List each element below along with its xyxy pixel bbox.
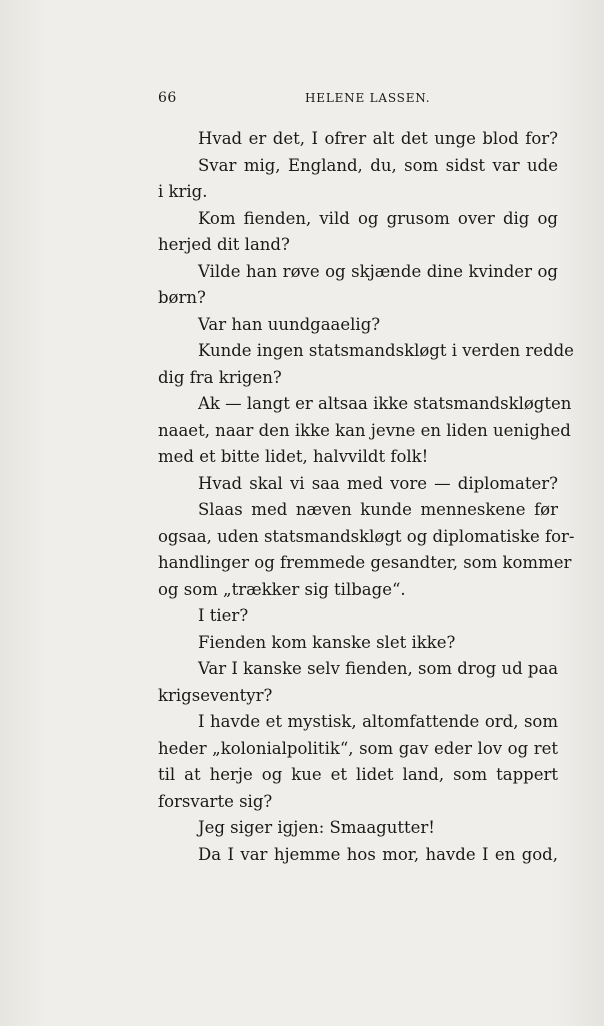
text-line: Vilde han røve og skjænde dine kvinder og — [198, 261, 558, 281]
text-line: Var I kanske selv fienden, som drog ud paa — [198, 659, 559, 678]
text-line: med et bitte lidet, halvvildt folk! — [158, 447, 429, 466]
text-line: krigseventyr? — [158, 685, 273, 705]
text-line: dig fra krigen? — [158, 367, 282, 387]
text-line: Hvad er det, I ofrer alt det unge blod for? — [198, 129, 558, 148]
text-line: Kunde ingen statsmandskløgt i verden redde — [198, 341, 574, 360]
text-line: Svar mig, England, du, som sidst var ude — [198, 155, 558, 175]
text-line: I tier? — [198, 606, 249, 625]
text-line: Kom fienden, vild og grusom over dig og — [198, 208, 558, 228]
text-line: til at herje og kue et lidet land, som tappert — [158, 765, 558, 784]
text-line: I havde et mystisk, altomfattende ord, som — [198, 712, 558, 731]
text-line: børn? — [158, 288, 206, 307]
text-line: Da I var hjemme hos mor, havde I en god, — [198, 844, 558, 864]
text-line: ogsaa, uden statsmandskløgt og diplomatiske for- — [158, 526, 575, 546]
body-text — [158, 126, 575, 868]
text-line: naaet, naar den ikke kan jevne en liden uenighed — [158, 420, 571, 440]
text-line: Slaas med næven kunde menneskene før — [198, 500, 558, 519]
page-number: 66 — [158, 90, 177, 106]
text-line: herjed dit land? — [158, 235, 290, 254]
text-line: og som „trækker sig tilbage“. — [158, 579, 406, 599]
text-line: forsvarte sig? — [158, 791, 273, 811]
text-line: Hvad skal vi saa med vore — diplomater? — [198, 473, 558, 493]
text-line: Jeg siger igjen: Smaagutter! — [198, 818, 435, 837]
page-header — [0, 88, 604, 110]
text-line: handlinger og fremmede gesandter, som kommer — [158, 553, 572, 572]
running-title: HELENE LASSEN. — [305, 91, 431, 105]
text-line: i krig. — [158, 182, 208, 201]
text-line: Ak — langt er altsaa ikke statsmandskløgten — [198, 394, 572, 413]
text-line: Var han uundgaaelig? — [198, 314, 381, 334]
text-line: Fienden kom kanske slet ikke? — [198, 632, 456, 652]
text-line: heder „kolonialpolitik“, som gav eder lov og ret — [158, 738, 558, 758]
